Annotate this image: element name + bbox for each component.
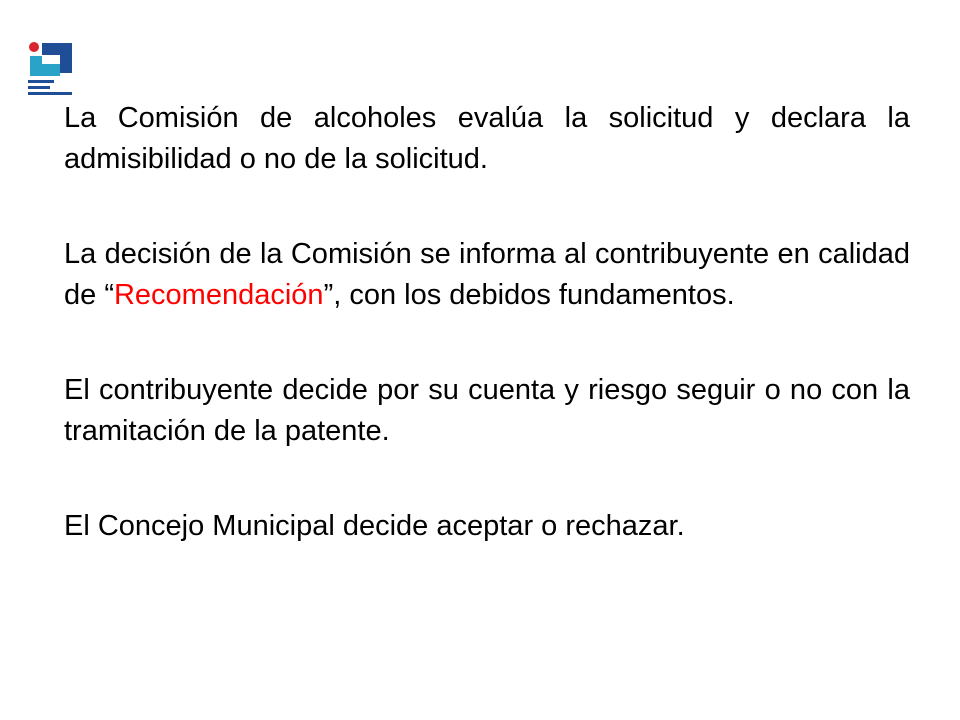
association-logo	[24, 40, 76, 102]
paragraph-commission-decision	[64, 234, 910, 316]
recommendation-highlight: Recomendación	[113, 279, 324, 311]
paragraph-text: La Comisión de alcoholes evalúa la solicitud y declara la admisibilidad o no de la solicitud.	[64, 102, 910, 175]
paragraph-council-decision	[64, 506, 910, 547]
paragraph-taxpayer-decision	[64, 370, 910, 452]
paragraph-text-after: ”, con los debidos fundamentos.	[323, 279, 735, 311]
paragraph-commission-evaluation	[64, 98, 910, 180]
paragraph-text: El Concejo Municipal decide aceptar o rechazar.	[64, 510, 685, 542]
paragraph-text-before: La decisión de la Comisión se informa al contribuyente en calidad de “	[64, 238, 910, 311]
slide-body	[64, 98, 910, 547]
paragraph-text: El contribuyente decide por su cuenta y riesgo seguir o no con la tramitación de la patente.	[64, 374, 910, 447]
municipalities-logo-icon	[24, 40, 76, 102]
